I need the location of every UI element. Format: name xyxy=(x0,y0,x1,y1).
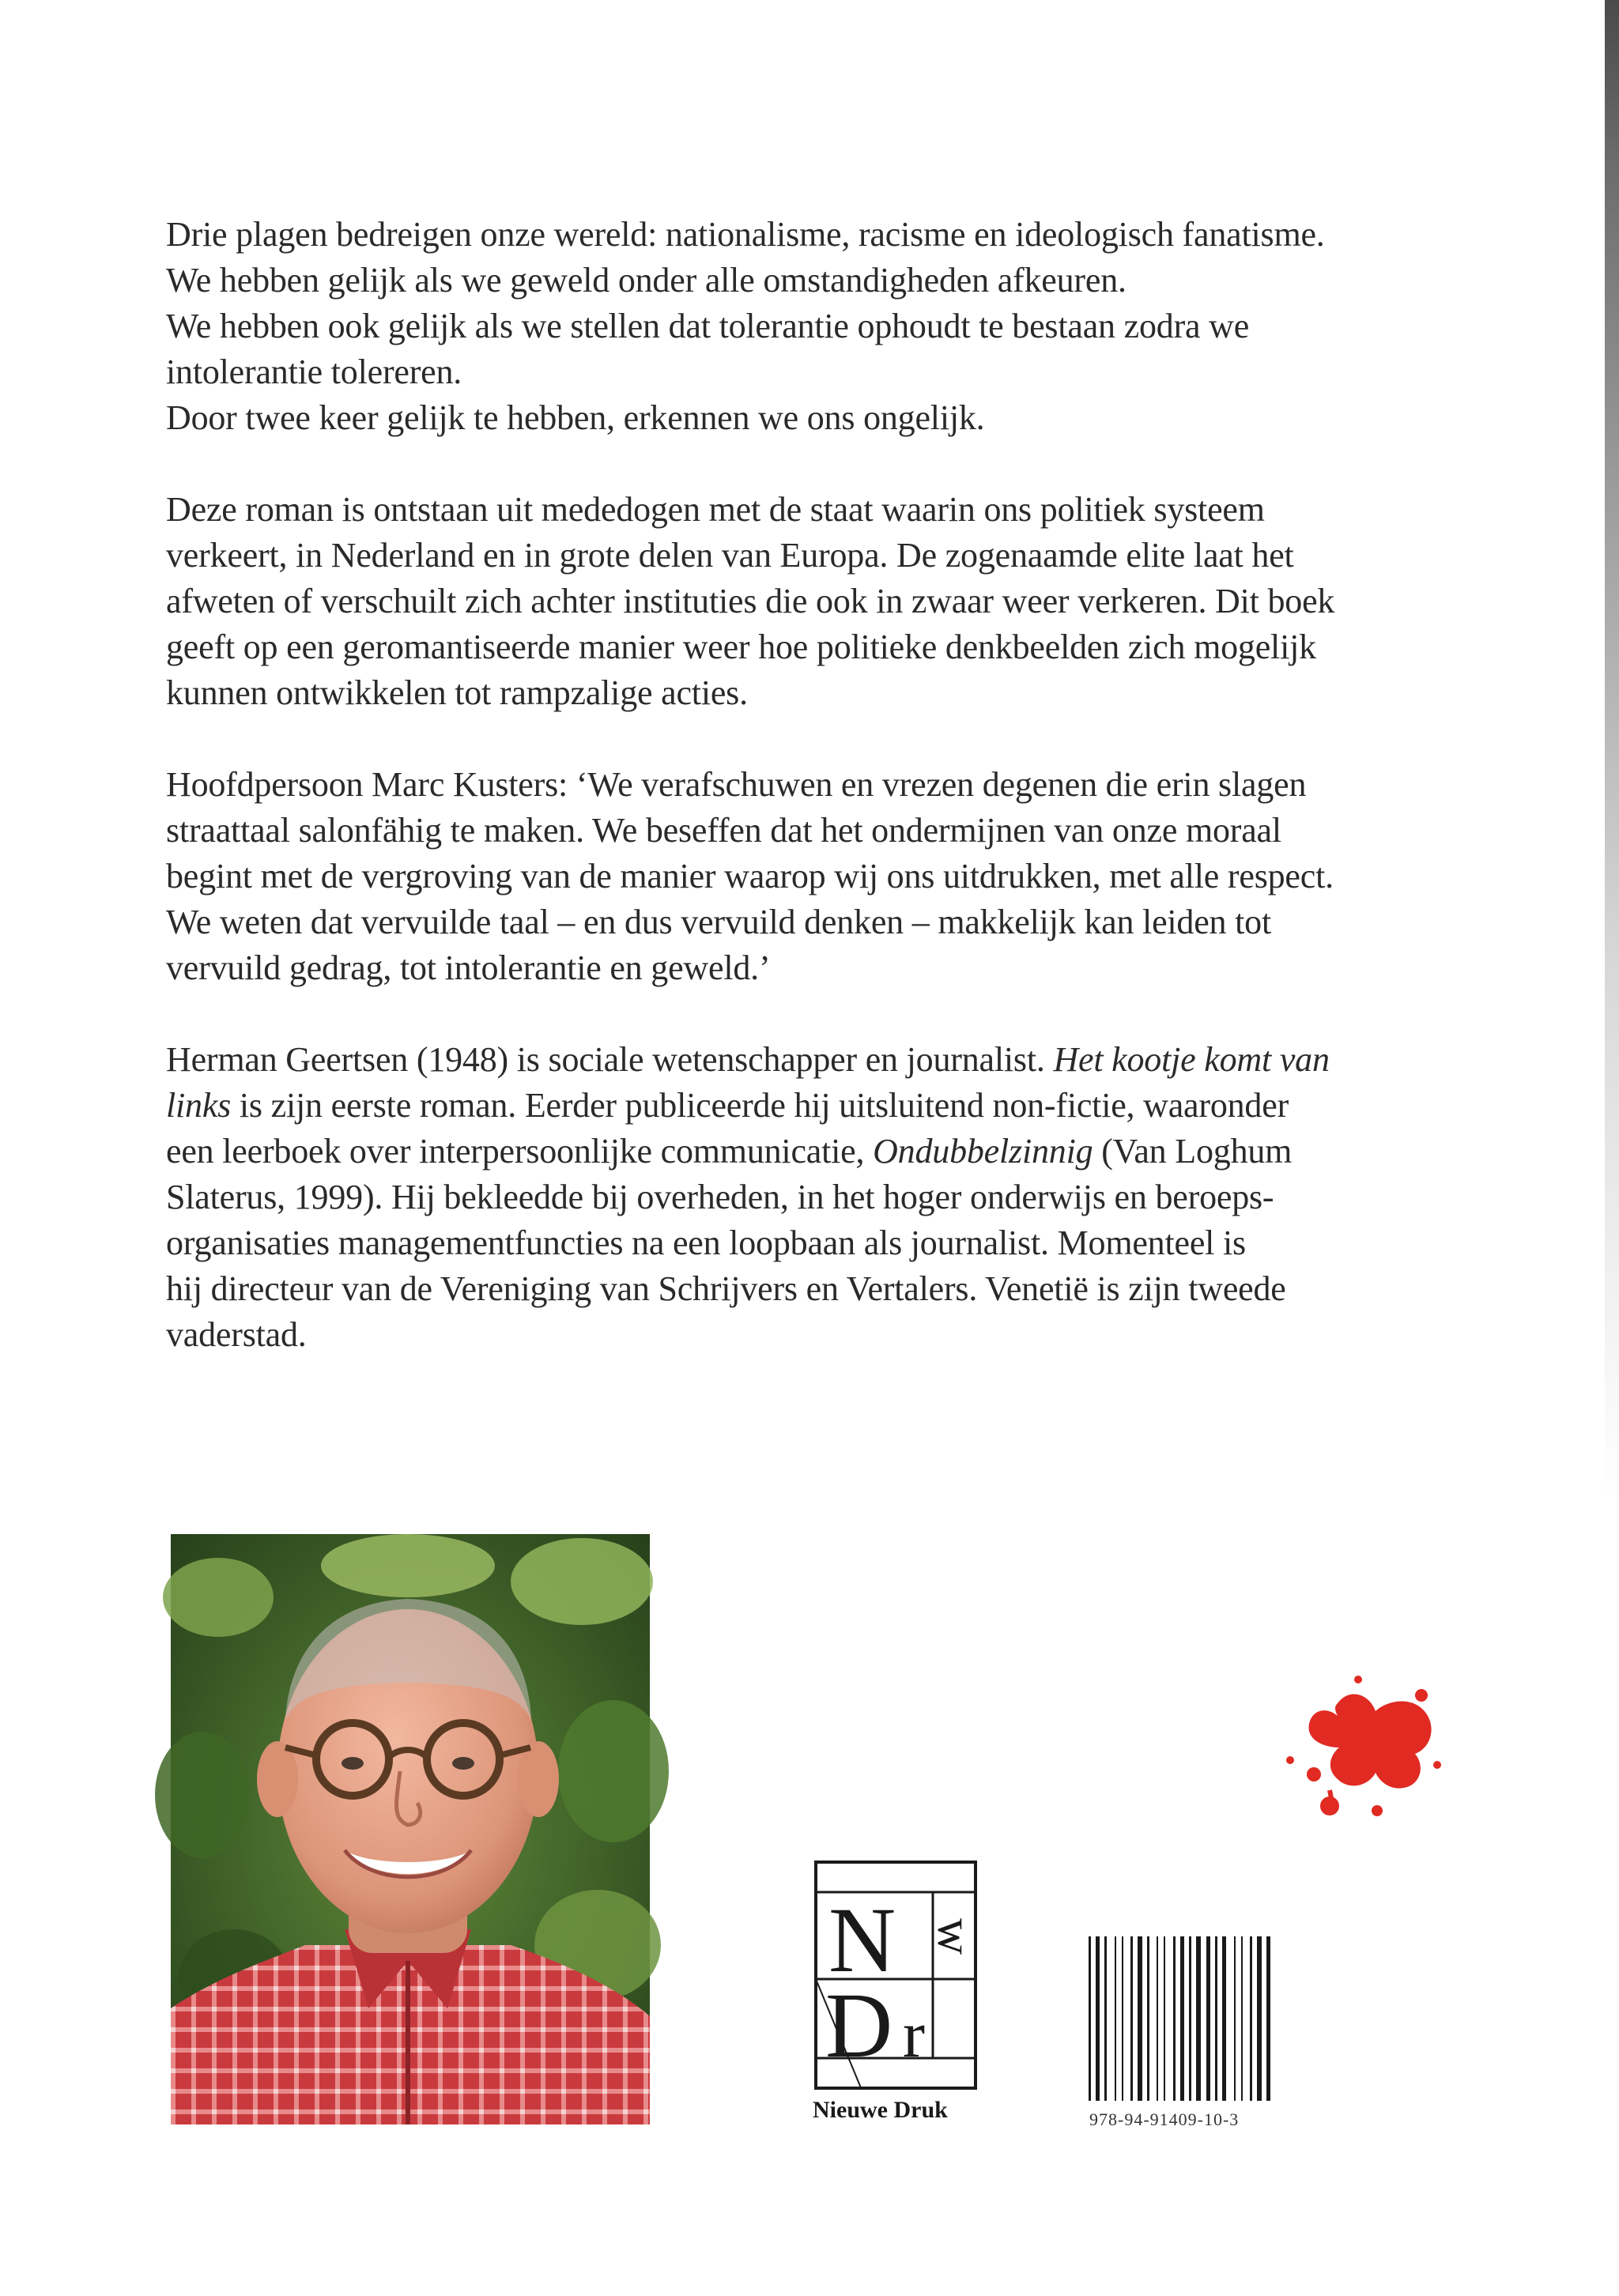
blurb-paragraph-1 xyxy=(166,212,1538,441)
book-title-italic: Ondubbelzinnig xyxy=(873,1132,1093,1171)
text-line: kunnen ontwikkelen tot rampzalige acties. xyxy=(166,673,748,712)
barcode-bar xyxy=(1206,1936,1210,2101)
text-line: vaderstad. xyxy=(166,1315,307,1354)
text-line: Slaterus, 1999). Hij bekleedde bij overheden, in het hoger onderwijs en beroeps- xyxy=(166,1178,1274,1216)
barcode-icon xyxy=(1087,1936,1324,2101)
page-edge-shadow xyxy=(1605,0,1619,2296)
blurb-paragraph-3-quote xyxy=(166,762,1538,991)
text-line: straattaal salonfähig te maken. We beseffen dat het ondermijnen van onze moraal xyxy=(166,811,1281,850)
barcode-bar xyxy=(1234,1936,1236,2101)
text-line: We hebben gelijk als we geweld onder alle omstandigheden afkeuren. xyxy=(166,261,1127,300)
text-line: Deze roman is ontstaan uit mededogen met de staat waarin ons politiek systeem xyxy=(166,490,1265,529)
barcode-bar xyxy=(1096,1936,1100,2101)
logo-letter-w: w xyxy=(927,1918,983,1955)
isbn-number: 978-94-91409-10-3 xyxy=(1089,2109,1240,2129)
text-line: afweten of verschuilt zich achter instituties die ook in zwaar weer verkeren. Dit boek xyxy=(166,582,1335,620)
barcode-bar xyxy=(1115,1936,1116,2101)
book-title-italic: Het kootje komt van xyxy=(1053,1040,1330,1079)
barcode-bar xyxy=(1189,1936,1191,2101)
text-line: We hebben ook gelijk als we stellen dat tolerantie ophoudt te bestaan zodra we xyxy=(166,307,1250,345)
text-line: We weten dat vervuilde taal – en dus vervuild denken – makkelijk kan leiden tot xyxy=(166,903,1272,941)
barcode-bar xyxy=(1266,1936,1270,2101)
barcode-bar xyxy=(1104,1936,1107,2101)
text-line: verkeert, in Nederland en in grote delen van Europa. De zogenaamde elite laat het xyxy=(166,536,1294,575)
text-run: is zijn eerste roman. Eerder publiceerde hij uitsluitend non-fictie, waaronder xyxy=(231,1086,1289,1125)
text-line: intolerantie tolereren. xyxy=(166,353,462,391)
barcode-bar xyxy=(1138,1936,1142,2101)
blood-splatter-icon xyxy=(1282,1672,1444,1830)
barcode-bar xyxy=(1164,1936,1165,2101)
text-line xyxy=(166,1083,1538,1129)
text-line: organisaties managementfuncties na een loopbaan als journalist. Momenteel is xyxy=(166,1223,1246,1262)
text-line: Drie plagen bedreigen onze wereld: nationalisme, racisme en ideologisch fanatisme. xyxy=(166,215,1325,254)
barcode-bar xyxy=(1157,1936,1158,2101)
text-run: (Van Loghum xyxy=(1093,1132,1293,1171)
barcode-bar xyxy=(1173,1936,1176,2101)
text-line: begint met de vergroving van de manier waarop wij ons uitdrukken, met alle respect. xyxy=(166,857,1334,895)
text-line: Hoofdpersoon Marc Kusters: ‘We verafschuwen en vrezen degenen die erin slagen xyxy=(166,765,1307,804)
back-cover-blurb xyxy=(166,212,1538,1404)
text-line: hij directeur van de Vereniging van Schrijvers en Vertalers. Venetië is zijn tweede xyxy=(166,1269,1286,1308)
barcode-bar xyxy=(1130,1936,1133,2101)
barcode-bar xyxy=(1250,1936,1252,2101)
publisher-logo xyxy=(814,1861,983,2090)
barcode-bar xyxy=(1180,1936,1184,2101)
author-photo xyxy=(171,1534,650,2124)
text-line xyxy=(166,1037,1538,1083)
barcode-bar xyxy=(1215,1936,1217,2101)
author-bio xyxy=(166,1037,1538,1358)
barcode-bar xyxy=(1222,1936,1226,2101)
barcode-bar xyxy=(1122,1936,1123,2101)
text-line: geeft op een geromantiseerde manier weer hoe politieke denkbeelden zich mogelijk xyxy=(166,628,1316,666)
text-run: Herman Geertsen (1948) is sociale wetenschapper en journalist. xyxy=(166,1040,1054,1079)
barcode-bar xyxy=(1147,1936,1149,2101)
barcode-bar xyxy=(1196,1936,1201,2101)
book-title-italic: links xyxy=(166,1086,232,1125)
barcode-bar xyxy=(1241,1936,1243,2101)
barcode-bar xyxy=(1257,1936,1262,2101)
text-line xyxy=(166,1129,1538,1174)
logo-letter-r: r xyxy=(903,1998,925,2072)
barcode-bar xyxy=(1089,1936,1091,2101)
publisher-name: Nieuwe Druk xyxy=(813,2097,948,2123)
blurb-paragraph-2 xyxy=(166,487,1538,716)
logo-letter-d: D xyxy=(825,1974,893,2077)
logo-letter-n: N xyxy=(828,1888,896,1992)
author-portrait-illustration xyxy=(171,1534,650,2124)
text-line: vervuild gedrag, tot intolerantie en geweld.’ xyxy=(166,948,771,987)
nwdr-logo-icon xyxy=(814,1861,983,2090)
text-run: een leerboek over interpersoonlijke communicatie, xyxy=(166,1132,874,1171)
text-line: Door twee keer gelijk te hebben, erkennen we ons ongelijk. xyxy=(166,398,985,437)
